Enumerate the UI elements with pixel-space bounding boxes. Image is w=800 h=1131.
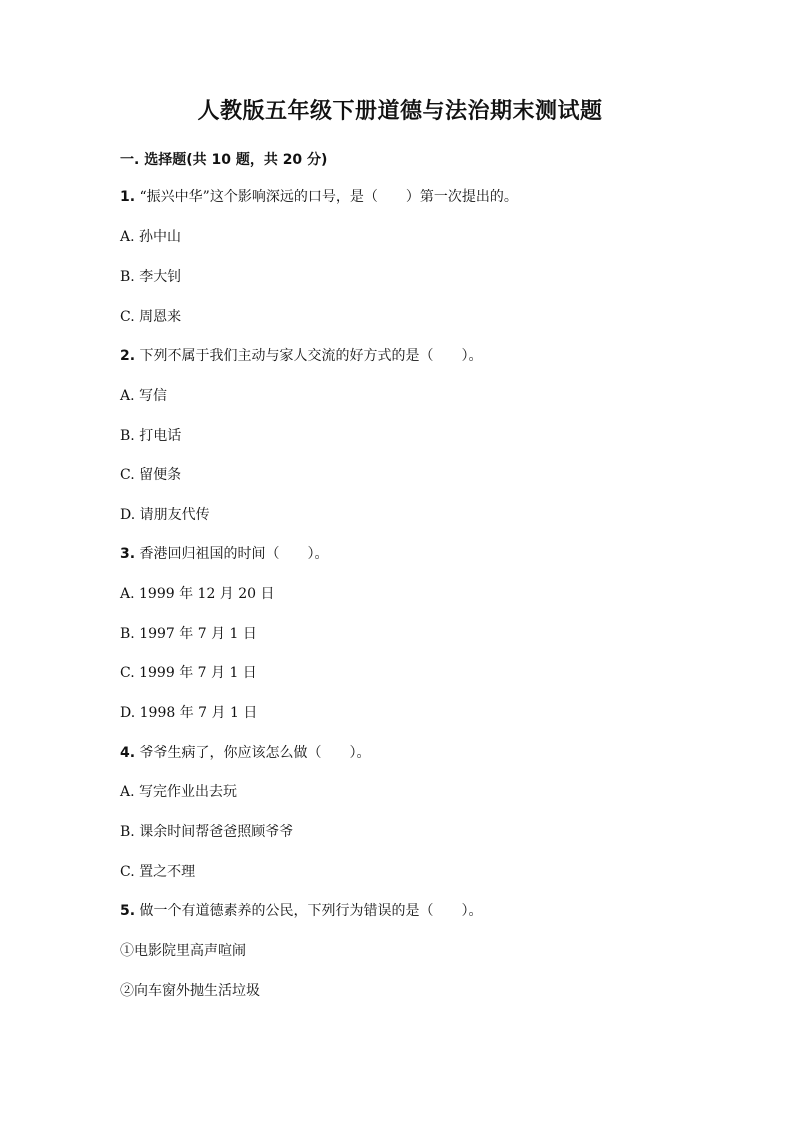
- option: A. 1999 年 12 月 20 日: [120, 586, 275, 602]
- question-3: [120, 544, 329, 564]
- question-number: 2.: [120, 348, 136, 364]
- option: C. 周恩来: [120, 309, 182, 325]
- option: A. 孙中山: [120, 229, 182, 245]
- question-2: [120, 346, 483, 366]
- option: B. 课余时间帮爸爸照顾爷爷: [120, 824, 294, 840]
- statement: ①电影院里高声喧闹: [120, 943, 246, 959]
- question-4: [120, 743, 371, 763]
- option: D. 请朋友代传: [120, 507, 210, 523]
- question-text: 下列不属于我们主动与家人交流的好方式的是（ ）。: [139, 348, 483, 364]
- question-text: 香港回归祖国的时间（ ）。: [139, 546, 329, 562]
- question-number: 4.: [120, 745, 136, 761]
- question-5: [120, 901, 483, 921]
- option: D. 1998 年 7 月 1 日: [120, 705, 258, 721]
- option: B. 1997 年 7 月 1 日: [120, 626, 257, 642]
- option: C. 留便条: [120, 467, 182, 483]
- option: A. 写完作业出去玩: [120, 784, 238, 800]
- question-number: 1.: [120, 189, 136, 205]
- page-title: 人教版五年级下册道德与法治期末测试题: [197, 99, 603, 124]
- option: C. 置之不理: [120, 864, 196, 880]
- option: A. 写信: [120, 388, 168, 404]
- question-text: 做一个有道德素养的公民，下列行为错误的是（ ）。: [139, 903, 483, 919]
- statement: ②向车窗外抛生活垃圾: [120, 983, 260, 999]
- question-number: 5.: [120, 903, 136, 919]
- option: B. 李大钊: [120, 269, 182, 285]
- option: C. 1999 年 7 月 1 日: [120, 665, 257, 681]
- question-text: 爷爷生病了，你应该怎么做（ ）。: [139, 745, 371, 761]
- question-1: [120, 187, 518, 207]
- question-number: 3.: [120, 546, 136, 562]
- section-heading: 一. 选择题(共 10 题，共 20 分): [120, 152, 328, 168]
- question-text: “振兴中华”这个影响深远的口号，是（ ）第一次提出的。: [139, 189, 518, 205]
- option: B. 打电话: [120, 428, 182, 444]
